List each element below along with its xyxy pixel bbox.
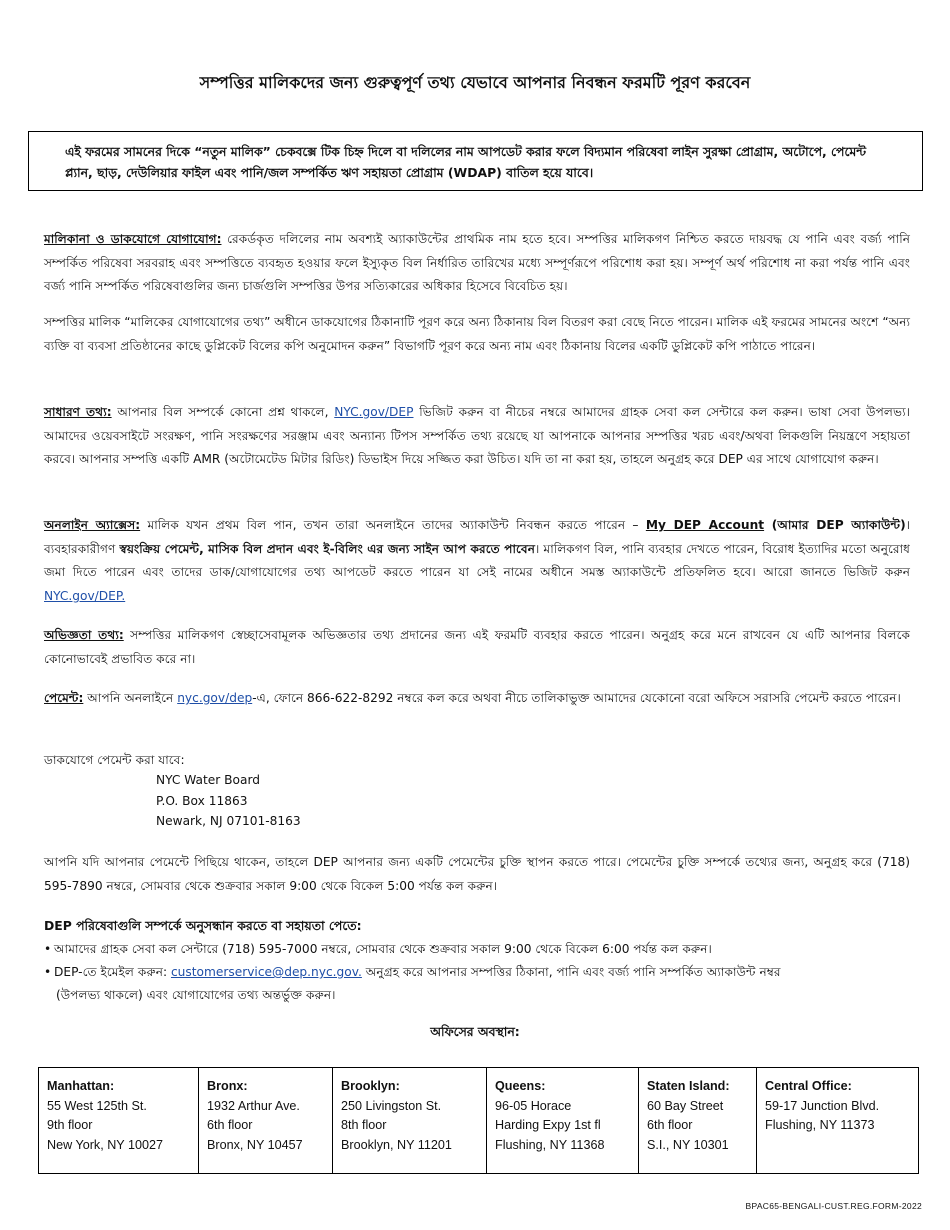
experience-body: সম্পত্তির মালিকগণ স্বেচ্ছাসেবামূলক অভিজ্ঞতার তথ্য প্রদানের জন্য এই ফরমটি ব্যবহার করতে পারেন। অনুগ্রহ করে মনে রাখবেন যে এটি আপনার বিলকে কোনোভাবেই প্রভাবিত করে না। [44, 628, 910, 666]
bullet-icon: • [44, 942, 52, 956]
address-line: NYC Water Board [156, 773, 260, 787]
office-address-line: 9th floor [47, 1118, 93, 1132]
payment-heading: পেমেন্ট: [44, 691, 84, 705]
payment-agreement-paragraph: আপনি যদি আপনার পেমেন্টে পিছিয়ে থাকেন, তাহলে DEP আপনার জন্য একটি পেমেন্টের চুক্তি স্থাপন করতে পারে। পেমেন্টের চুক্তি সম্পর্কে তথ্যের জন্য, অনুগ্রহ করে (718) 595-7890 নম্বরে, সোমবার থেকে শুক্রবার সকাল 9:00 থেকে বিকেল 5:00 পর্যন্ত কল করুন। [44, 855, 910, 893]
office-name: Staten Island: [647, 1079, 730, 1093]
nyc-gov-dep-link[interactable]: nyc.gov/dep [177, 691, 253, 705]
online-access-text-cont: । মালিকগণ বিল, পানি ব্যবহার দেখতে পারেন, বিরোধ ইত্যাদির মতো অনুরোধ জমা দিতে পারেন এবং তাদের ডাক/যোগাযোগের তথ্য আপডেট করতে পারেন যা সেই নামের অধীনে সমস্ত অ্যাকাউন্টে প্রতিফলিত হবে। আরো জানতে ভিজিট করুন [44, 541, 910, 580]
bullet-icon: • [44, 965, 52, 979]
support-email-text: DEP-তে ইমেইল করুন: [54, 965, 171, 979]
office-address-line: New York, NY 10027 [47, 1137, 163, 1152]
support-email-text-cont: অনুগ্রহ করে আপনার সম্পত্তির ঠিকানা, পানি এবং বর্জ্য পানি সম্পর্কিত অ্যাকাউন্ট নম্বর [361, 965, 781, 979]
page-title: সম্পত্তির মালিকদের জন্য গুরুত্বপূর্ণ তথ্য যেভাবে আপনার নিবন্ধন ফরমটি পূরণ করবেন [199, 73, 751, 92]
office-address-line: 1932 Arthur Ave. [207, 1098, 300, 1113]
ownership-section [44, 228, 910, 299]
office-cell-queens [487, 1068, 639, 1174]
office-name: Bronx: [207, 1079, 248, 1093]
payment-text: আপনি অনলাইনে [83, 691, 178, 705]
office-address-line: Bronx, NY 10457 [207, 1137, 303, 1152]
ownership-heading: মালিকানা ও ডাকযোগে যোগাযোগ: [44, 232, 222, 246]
payment-section [44, 687, 910, 711]
nyc-dep-link-2[interactable]: NYC.gov/DEP. [44, 588, 126, 603]
offices-row [39, 1068, 919, 1174]
experience-heading: অভিজ্ঞতা তথ্য: [44, 628, 124, 642]
office-cell-staten-island [639, 1068, 757, 1174]
office-address-line: Harding Expy 1st fl [495, 1118, 601, 1132]
support-bullet-email [44, 961, 910, 1007]
office-name: Brooklyn: [341, 1079, 400, 1093]
support-title: DEP পরিষেবাগুলি সম্পর্কে অনুসন্ধান করতে বা সহায়তা পেতে: [44, 918, 362, 933]
online-access-section [44, 514, 910, 608]
online-access-heading: অনলাইন অ্যাক্সেস: [44, 518, 141, 532]
office-cell-central [757, 1068, 919, 1174]
general-info-text: আপনার বিল সম্পর্কে কোনো প্রশ্ন থাকলে, [111, 405, 335, 419]
office-address-line: 59-17 Junction Blvd. [765, 1098, 880, 1113]
office-address-line: 60 Bay Street [647, 1098, 724, 1113]
experience-section [44, 624, 910, 671]
office-name: Central Office: [765, 1079, 852, 1093]
customer-service-email-link[interactable]: customerservice@dep.nyc.gov. [170, 965, 362, 979]
office-address-line: Flushing, NY 11373 [765, 1118, 875, 1132]
office-cell-bronx [199, 1068, 333, 1174]
mail-payment-intro: ডাকযোগে পেমেন্ট করা যাবে: [44, 753, 185, 767]
office-address-line: 6th floor [207, 1118, 253, 1132]
online-access-signup-text: স্বয়ংক্রিয় পেমেন্ট, মাসিক বিল প্রদান এবং ই-বিলিং এর জন্য সাইন আপ করতে পাবেন [119, 541, 535, 556]
support-call-text: আমাদের গ্রাহক সেবা কল সেন্টারে (718) 595-7000 নম্বরে, সোমবার থেকে শুক্রবার সকাল 9:00 থেকে বিকেল 6:00 পর্যন্ত কল করুন। [54, 942, 712, 956]
support-bullet-call [44, 938, 910, 961]
office-address-line: S.I., NY 10301 [647, 1137, 729, 1152]
office-name: Manhattan: [47, 1079, 115, 1093]
general-info-text-cont: ভিজিট করুন বা নীচের নম্বরে আমাদের গ্রাহক সেবা কল সেন্টারে কল করুন। ভাষা সেবা উপলভ্য। আমাদের ওয়েবসাইটে সংরক্ষণ, পানি সংরক্ষণের সরঞ্জাম এবং অন্যান্য টিপস সম্পর্কিত তথ্য রয়েছে যা আপনাকে আপনার সম্পত্তির খরচ এবং/অথবা লিকগুলি নিয়ন্ত্রণে সহায়তা করবে। আপনার সম্পত্তি একটি AMR (অটোমেটেড মিটার রিডিং) ডিভাইস দিয়ে সজ্জিত করা উচিত। যদি তা না করা হয়, তাহলে অনুগ্রহ করে DEP এর সাথে যোগাযোগ করুন। [44, 405, 910, 467]
office-address-line: 96-05 Horace [495, 1098, 572, 1113]
cancellation-notice-box: এই ফরমের সামনের দিকে “নতুন মালিক” চেকবক্সে টিক চিহ্ন দিলে বা দলিলের নাম আপডেট করার ফলে বিদ্যমান পরিষেবা লাইন সুরক্ষা প্রোগ্রাম, অটোপে, পেমেন্ট প্ল্যান, ছাড়, দেউলিয়ার ফাইল এবং পানি/জল সম্পর্কিত ঋণ সহায়তা প্রোগ্রাম (WDAP) বাতিল হয়ে যাবে। [28, 131, 923, 191]
nyc-dep-link[interactable]: NYC.gov/DEP [334, 405, 414, 419]
office-address-line: 250 Livingston St. [341, 1098, 442, 1113]
address-line: Newark, NJ 07101-8163 [156, 814, 301, 828]
ownership-body: রেকর্ডকৃত দলিলের নাম অবশ্যই অ্যাকাউন্টের প্রাথমিক নাম হতে হবে। সম্পত্তির মালিকগণ নিশ্চিত করতে দায়বদ্ধ যে পানি এবং বর্জ্য পানি সম্পর্কিত পরিষেবা সরবরাহ এবং সম্পত্তিতে ব্যবহৃত হওয়ার ফলে ইস্যুকৃত বিল নির্ধারিত তারিখের মধ্যে সম্পূর্ণরূপে পরিশোধ করা হয়। সম্পূর্ণ অর্থ পরিশোধ না করা পর্যন্ত পানি এবং বর্জ্য পানি সম্পর্কিত পরিষেবাগুলির জন্য চার্জগুলি সম্পত্তির উপর সত্যিকারের অধিকার হিসেবে বিবেচিত হয়। [44, 232, 910, 294]
offices-title: অফিসের অবস্থান: [430, 1024, 520, 1039]
office-address-line: 8th floor [341, 1118, 387, 1132]
payment-text-cont: -এ, ফোনে 866-622-8292 নম্বরে কল করে অথবা নীচে তালিকাভুক্ত আমাদের যেকোনো বরো অফিসে সরাসরি পেমেন্ট করতে পারেন। [252, 691, 901, 705]
online-access-middle: । ব্যবহারকারীগণ [44, 518, 910, 556]
my-dep-account-link[interactable]: My DEP Account [645, 518, 765, 532]
general-info-heading: সাধারণ তথ্য: [44, 405, 112, 419]
office-name: Queens: [495, 1079, 546, 1093]
form-code: BPAC65-BENGALI-CUST.REG.FORM-2022 [745, 1201, 922, 1211]
online-access-text: মালিক যখন প্রথম বিল পান, তখন তারা অনলাইনে তাদের অ্যাকাউন্ট নিবন্ধন করতে পারেন – [140, 518, 646, 532]
support-email-text-line2: (উপলভ্য থাকলে) এবং যোগাযোগের তথ্য অন্তর্ভুক্ত করুন। [56, 988, 336, 1002]
office-cell-manhattan [39, 1068, 199, 1174]
offices-table [38, 1067, 919, 1174]
office-cell-brooklyn [333, 1068, 487, 1174]
contact-info-paragraph: সম্পত্তির মালিক “মালিকের যোগাযোগের তথ্য” অধীনে ডাকযোগের ঠিকানাটি পূরণ করে অন্য ঠিকানায় বিল বিতরণ করা বেছে নিতে পারেন। মালিক এই ফরমের সামনের অংশে “অন্য ব্যক্তি বা ব্যবসা প্রতিষ্ঠানের কাছে ডুপ্লিকেট বিলের কপি অনুমোদন করুন” বিভাগটি পূরণ করে অন্য নাম এবং ঠিকানায় বিলের একটি ডুপ্লিকেট কপি পাঠাতে পারেন। [44, 315, 910, 353]
general-info-section [44, 401, 910, 472]
office-address-line: Brooklyn, NY 11201 [341, 1137, 452, 1152]
office-address-line: Flushing, NY 11368 [495, 1137, 605, 1152]
office-address-line: 6th floor [647, 1118, 693, 1132]
office-address-line: 55 West 125th St. [47, 1098, 147, 1113]
mail-payment-address [156, 770, 301, 832]
my-dep-account-bengali: (আমার DEP অ্যাকাউন্ট) [764, 518, 906, 532]
address-line: P.O. Box 11863 [156, 793, 248, 808]
